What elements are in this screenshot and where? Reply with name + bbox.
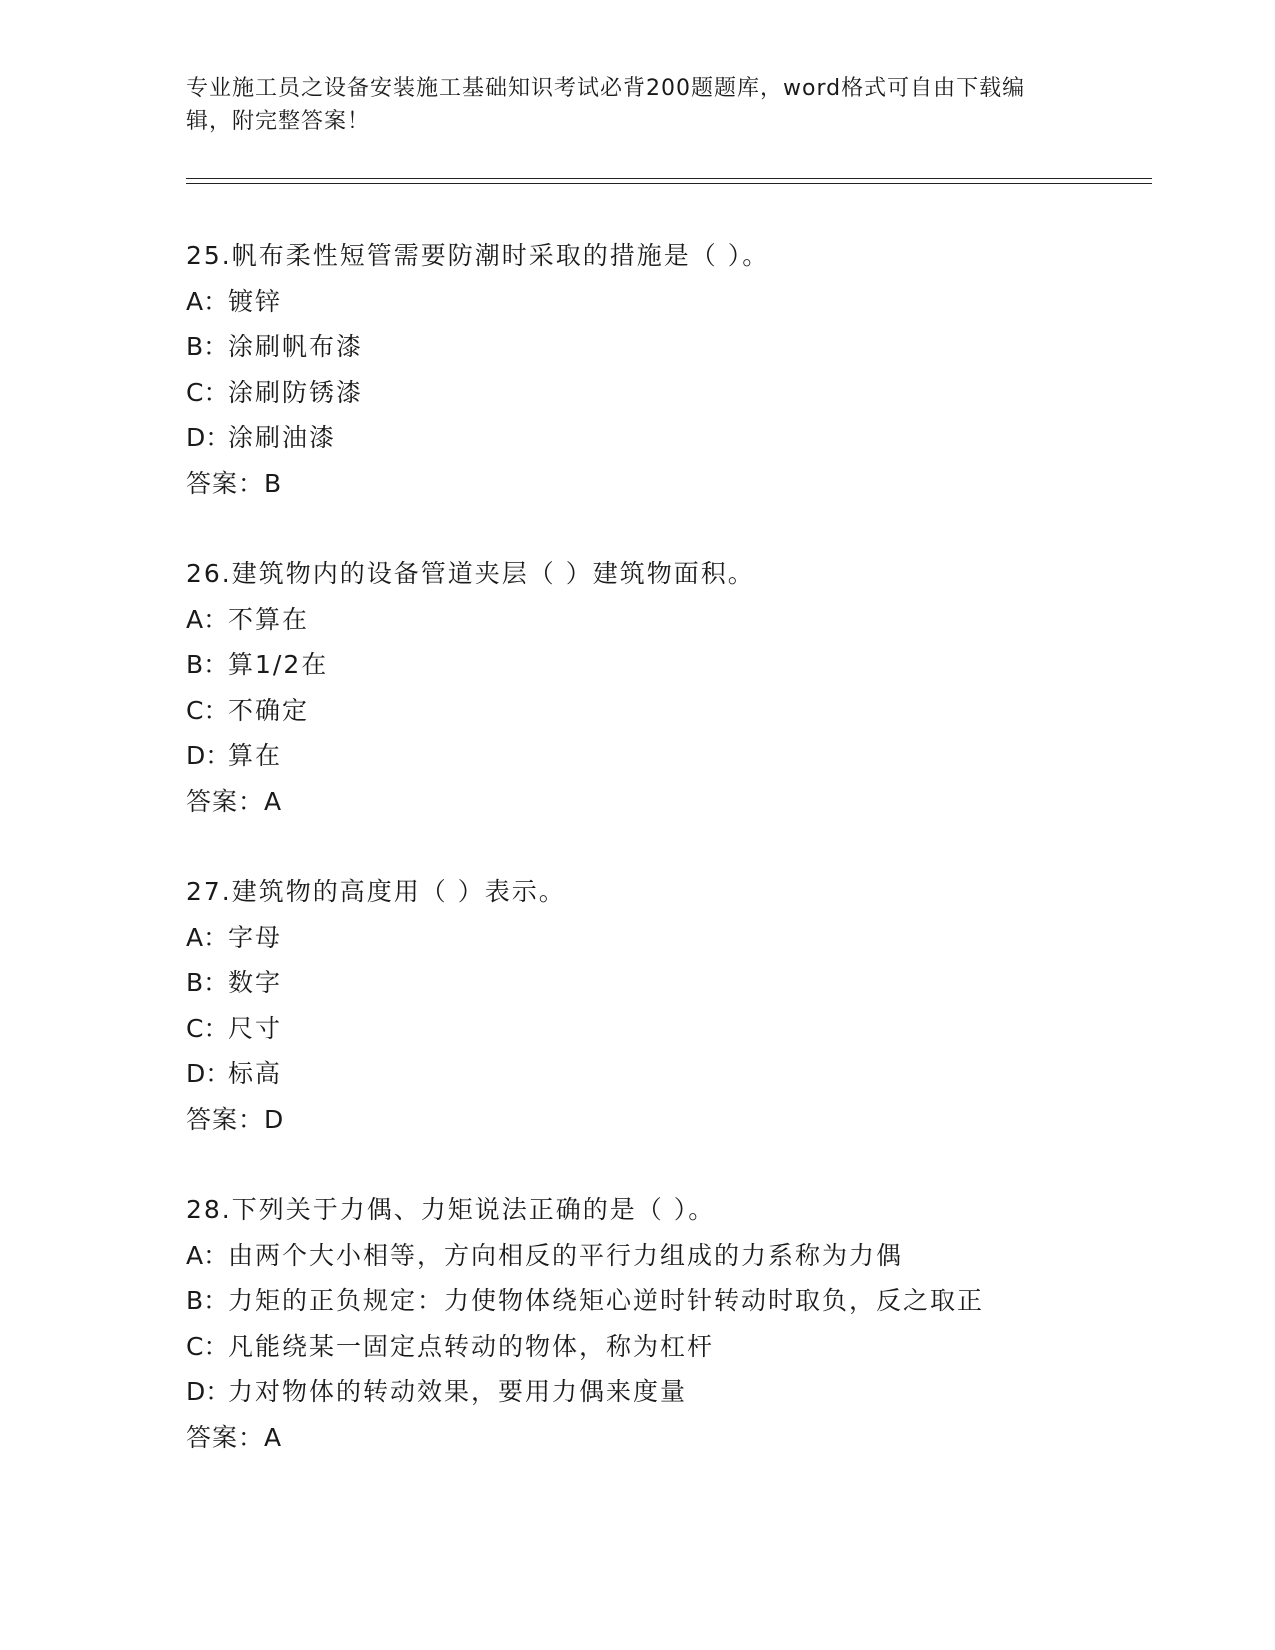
option-key: A： — [186, 604, 229, 634]
header-divider-top — [186, 178, 1152, 179]
option-b — [186, 642, 1126, 688]
option-d — [186, 415, 1126, 461]
header-title: 专业施工员之设备安装施工基础知识考试必背200题题库，word格式可自由下载编辑，附完整答案！ — [186, 76, 1026, 134]
option-text: 涂刷油漆 — [228, 423, 337, 452]
option-text: 数字 — [228, 968, 283, 997]
question-stem: 28.下列关于力偶、力矩说法正确的是（ ）。 — [186, 1195, 716, 1224]
option-key: B： — [186, 1286, 229, 1315]
option-key: D： — [186, 423, 231, 452]
option-text: 标高 — [228, 1059, 283, 1088]
option-b — [186, 960, 1126, 1006]
question-25 — [186, 233, 1126, 551]
option-key: A： — [186, 286, 229, 316]
option-text: 涂刷帆布漆 — [228, 332, 364, 361]
option-key: D： — [186, 1059, 231, 1088]
answer-label: 答案： — [186, 786, 265, 816]
question-27 — [186, 869, 1126, 1187]
answer-value: A — [264, 786, 283, 816]
option-key: C： — [186, 695, 229, 725]
question-stem: 26.建筑物内的设备管道夹层（ ）建筑物面积。 — [186, 559, 755, 588]
option-key: A： — [186, 922, 229, 952]
option-key: C： — [186, 1331, 229, 1361]
option-key: C： — [186, 377, 229, 407]
option-c — [186, 1006, 1126, 1052]
option-key: D： — [186, 1377, 231, 1406]
option-text: 力对物体的转动效果，要用力偶来度量 — [228, 1377, 688, 1406]
option-a — [186, 597, 1126, 643]
option-text: 字母 — [228, 922, 283, 952]
answer-label: 答案： — [186, 1422, 265, 1452]
option-text: 算在 — [228, 741, 283, 770]
option-text: 尺寸 — [228, 1013, 283, 1043]
option-text: 力矩的正负规定：力使物体绕矩心逆时针转动时取负，反之取正 — [228, 1286, 985, 1315]
question-stem: 25.帆布柔性短管需要防潮时采取的措施是（ ）。 — [186, 241, 770, 270]
option-text: 凡能绕某一固定点转动的物体，称为杠杆 — [228, 1331, 715, 1361]
option-d — [186, 1051, 1126, 1097]
answer-label: 答案： — [186, 468, 265, 498]
option-c — [186, 370, 1126, 416]
option-b — [186, 324, 1126, 370]
answer-line — [186, 779, 1126, 825]
option-d — [186, 1369, 1126, 1415]
question-stem: 27.建筑物的高度用（ ）表示。 — [186, 877, 566, 906]
option-text: 由两个大小相等，方向相反的平行力组成的力系称为力偶 — [228, 1240, 904, 1270]
document-header — [186, 72, 1066, 138]
answer-label: 答案： — [186, 1104, 265, 1134]
answer-line — [186, 1097, 1126, 1143]
option-text: 涂刷防锈漆 — [228, 377, 364, 407]
question-list — [186, 233, 1126, 1505]
option-c — [186, 1324, 1126, 1370]
option-a — [186, 915, 1126, 961]
option-text: 不算在 — [228, 604, 310, 634]
option-b — [186, 1278, 1126, 1324]
answer-line — [186, 1415, 1126, 1461]
question-26 — [186, 551, 1126, 869]
answer-value: D — [264, 1104, 285, 1134]
option-key: A： — [186, 1240, 229, 1270]
option-key: B： — [186, 332, 229, 361]
answer-line — [186, 461, 1126, 507]
option-d — [186, 733, 1126, 779]
header-divider-bottom — [186, 183, 1152, 184]
option-text: 镀锌 — [228, 286, 283, 316]
option-text: 不确定 — [228, 695, 310, 725]
option-key: D： — [186, 741, 231, 770]
option-c — [186, 688, 1126, 734]
answer-value: B — [264, 468, 283, 498]
answer-value: A — [264, 1422, 283, 1452]
option-key: C： — [186, 1013, 229, 1043]
option-a — [186, 279, 1126, 325]
option-key: B： — [186, 968, 229, 997]
option-a — [186, 1233, 1126, 1279]
question-28 — [186, 1187, 1126, 1505]
option-text: 算1/2在 — [228, 650, 329, 679]
option-key: B： — [186, 650, 229, 679]
